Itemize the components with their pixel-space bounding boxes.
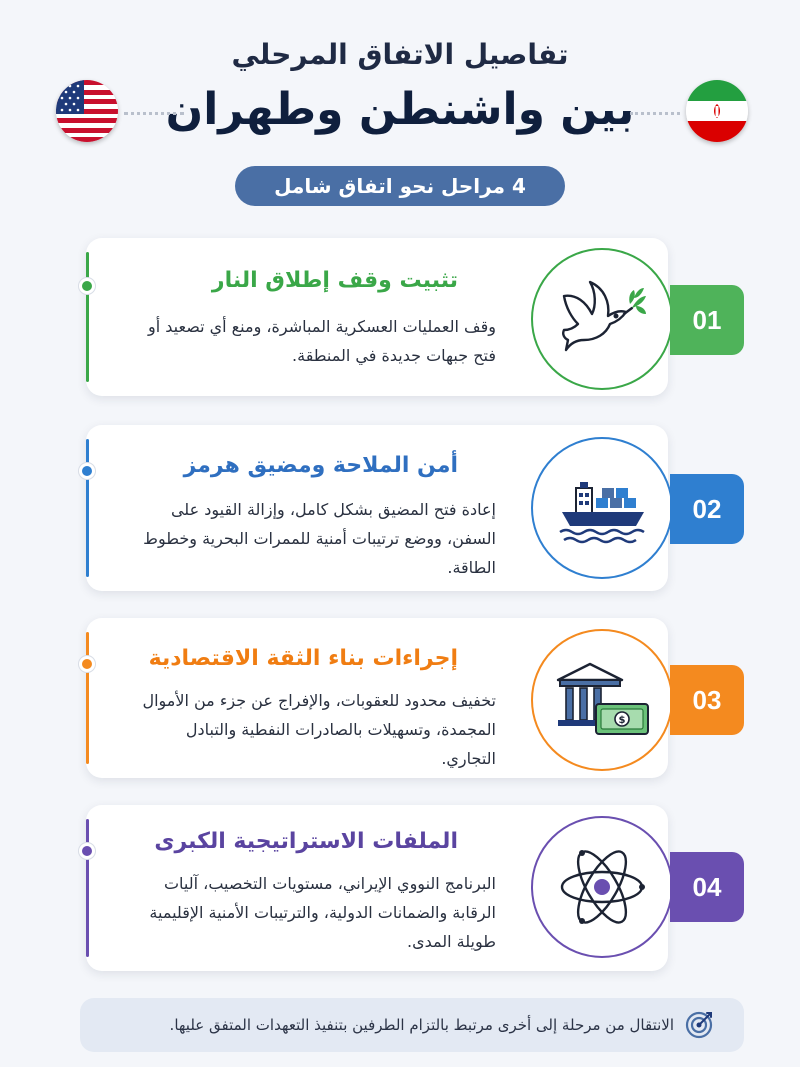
usa-flag-icon bbox=[56, 80, 118, 142]
page-title-line1: تفاصيل الاتفاق المرحلي bbox=[231, 38, 569, 71]
dove-icon bbox=[531, 248, 673, 390]
timeline-dot bbox=[79, 278, 95, 294]
target-icon bbox=[684, 1010, 714, 1040]
stage-title: أمن الملاحة ومضيق هرمز bbox=[183, 453, 458, 478]
card-edge bbox=[86, 439, 89, 577]
card-edge bbox=[86, 819, 89, 957]
stage-description: وقف العمليات العسكرية المباشرة، ومنع أي تصعيد أو فتح جبهات جديدة في المنطقة. bbox=[147, 317, 496, 365]
timeline-dot bbox=[79, 463, 95, 479]
atom-icon bbox=[531, 816, 673, 958]
subtitle-pill: 4 مراحل نحو اتفاق شامل bbox=[235, 166, 565, 206]
timeline-dot bbox=[79, 843, 95, 859]
card-edge bbox=[86, 252, 89, 382]
stage-description: البرنامج النووي الإيراني، مستويات التخصيب، آليات الرقابة والضمانات الدولية، والترتيبات الأمنية الإقليمية طويلة المدى. bbox=[149, 874, 496, 951]
stage-number-badge: 03 bbox=[670, 665, 744, 735]
stage-description: تخفيف محدود للعقوبات، والإفراج عن جزء من الأموال المجمدة، وتسهيلات بالصادرات النفطية والتبادل التجاري. bbox=[142, 691, 496, 768]
stage-description: إعادة فتح المضيق بشكل كامل، وإزالة القيود على السفن، ووضع ترتيبات أمنية للممرات البحرية وخطوط الطاقة. bbox=[143, 500, 496, 577]
stage-title: إجراءات بناء الثقة الاقتصادية bbox=[148, 646, 458, 671]
stage-title: تثبيت وقف إطلاق النار bbox=[211, 268, 458, 293]
svg-text:$: $ bbox=[618, 715, 626, 726]
stage-title: الملفات الاستراتيجية الكبرى bbox=[154, 829, 458, 854]
divider bbox=[124, 112, 184, 115]
footer-text: الانتقال من مرحلة إلى أخرى مرتبط بالتزام الطرفين بتنفيذ التعهدات المتفق عليها. bbox=[169, 1016, 674, 1034]
card-edge bbox=[86, 632, 89, 764]
divider bbox=[630, 112, 680, 115]
page-title-line2: بين واشنطن وطهران bbox=[165, 84, 635, 135]
bank-money-icon bbox=[531, 629, 673, 771]
stage-number-badge: 04 bbox=[670, 852, 744, 922]
iran-flag-icon bbox=[686, 80, 748, 142]
stage-number-badge: 02 bbox=[670, 474, 744, 544]
stage-number-badge: 01 bbox=[670, 285, 744, 355]
cargo-ship-icon bbox=[531, 437, 673, 579]
footer-note bbox=[80, 998, 744, 1052]
header bbox=[0, 0, 800, 220]
timeline-dot bbox=[79, 656, 95, 672]
